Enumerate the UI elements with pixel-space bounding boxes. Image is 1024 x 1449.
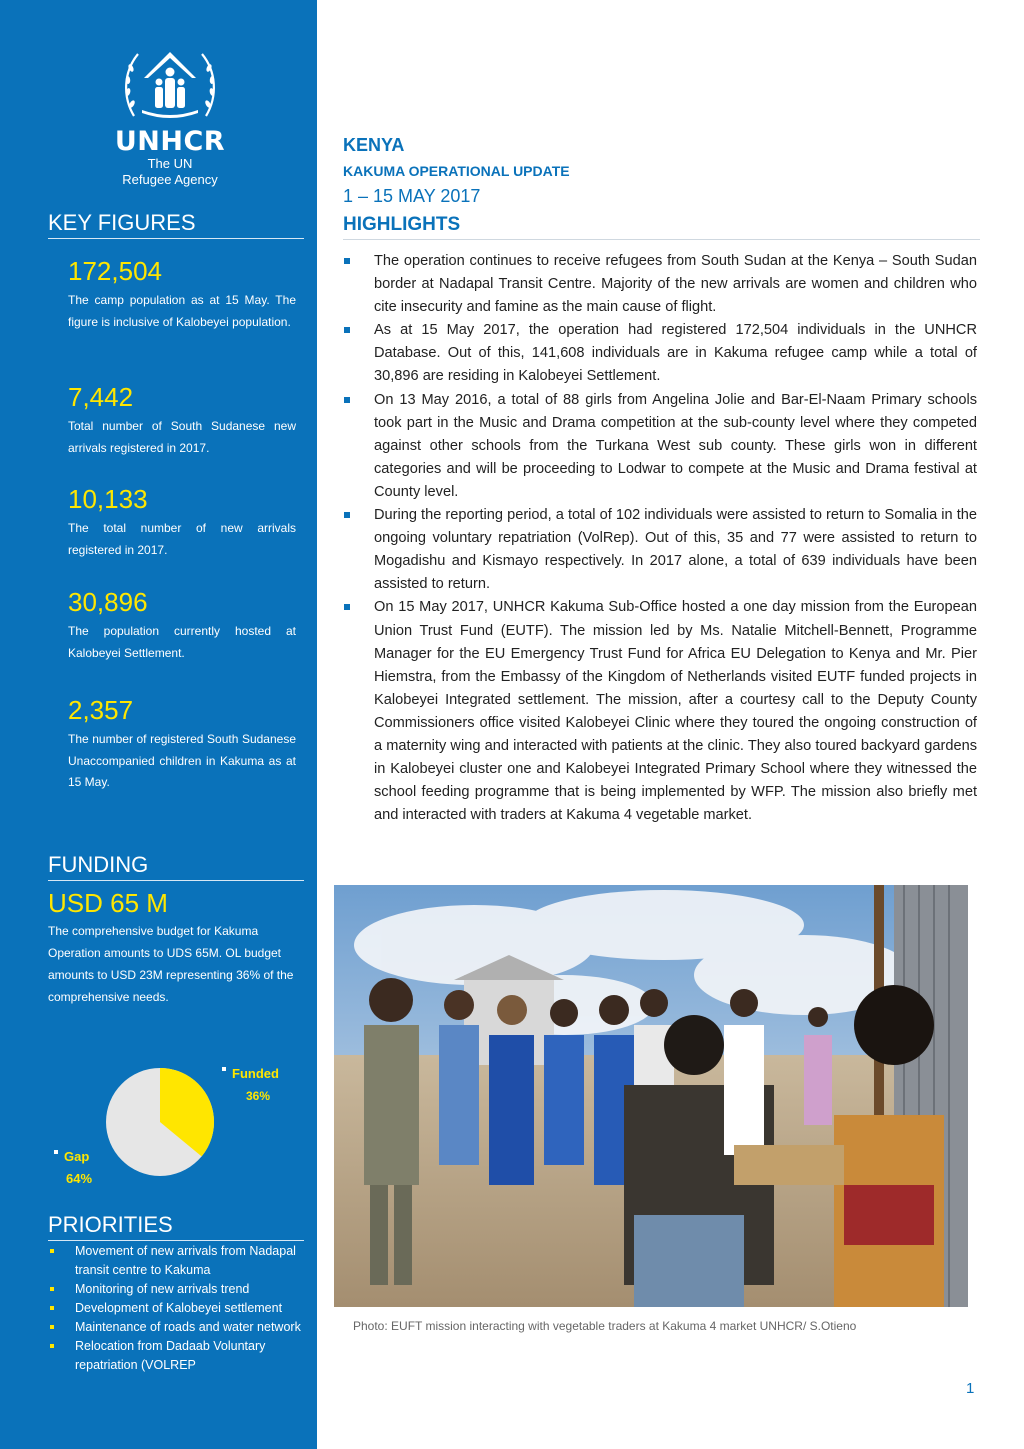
key-figures-heading: KEY FIGURES [48,210,304,239]
legend-funded-pct: 36% [246,1089,271,1103]
priority-item: Maintenance of roads and water network [48,1318,304,1337]
key-figure-kalobeyei-population [68,587,296,664]
highlights-list [343,250,977,827]
legend-gap-label: Gap [64,1149,90,1164]
funding-amount: USD 65 M [48,888,168,918]
logo-brand: UNHCR [114,126,226,157]
legend-funded [222,1063,279,1107]
key-figure-desc: Total number of South Sudanese new arrivals registered in 2017. [68,419,296,455]
legend-marker [222,1067,226,1071]
sidebar [0,0,317,1449]
key-figure-value: 10,133 [68,484,148,514]
key-figure-total-new-arrivals [68,484,296,561]
legend-marker [54,1150,58,1154]
priority-item: Development of Kalobeyei settlement [48,1299,304,1318]
country-title: KENYA [343,135,405,155]
mission-photo [334,885,968,1307]
priorities-list [48,1242,304,1375]
highlight-item: The operation continues to receive refugees from South Sudan at the Kenya – South Sudan border at Nadapal Transit Centre. Majority of the new arrivals are women and children who cite insecurity and famine as the main cause of flight. [343,250,977,319]
key-figure-desc: The population currently hosted at Kalobeyei Settlement. [68,624,296,660]
report-subtitle: KAKUMA OPERATIONAL UPDATE [343,163,570,179]
legend-gap-pct: 64% [66,1171,93,1186]
legend-funded-label: Funded [232,1066,279,1081]
report-date: 1 – 15 MAY 2017 [343,186,481,206]
logo-tagline-line1: The UN [147,156,193,171]
photo-caption: Photo: EUFT mission interacting with vegetable traders at Kakuma 4 market UNHCR/ S.Otieno [353,1319,857,1333]
funding-pie-chart [104,1066,216,1178]
unhcr-emblem-icon [120,46,220,126]
key-figure-desc: The total number of new arrivals registered in 2017. [68,521,296,557]
highlight-item: On 15 May 2017, UNHCR Kakuma Sub-Office hosted a one day mission from the European Union Trust Fund (EUTF). The mission led by Ms. Natalie Mitchell-Bennett, Programme Manager for the EU Emergency Trust Fund for Africa EU Delegation to Kenya and Mr. Pier Hiemstra, from the Embassy of the Kingdom of Netherlands visited EUTF funded projects in Kalobeyei Integrated settlement. The mission, after a courtesy call to the Deputy County Commissioners office visited Kalobeyei Clinic where they toured the ongoing construction of a maternity wing and interacted with patients at the clinic. They also toured backyard gardens in Kalobeyei cluster one and Kalobeyei Integrated Primary School where they witnessed the school feeding programme that is being implemented by WFP. The mission also briefly met and interacted with traders at Kakuma 4 vegetable market. [343,596,977,827]
key-figure-value: 172,504 [68,256,162,286]
key-figure-camp-population [68,256,296,333]
key-figure-unaccompanied-children [68,695,296,794]
funding-description: The comprehensive budget for Kakuma Operation amounts to UDS 65M. OL budget amounts to USD 23M representing 36% of the comprehensive needs. [48,924,294,1004]
unhcr-logo [104,46,236,188]
legend-gap [54,1146,92,1190]
key-figure-value: 2,357 [68,695,134,725]
highlight-item: As at 15 May 2017, the operation had registered 172,504 individuals in the UNHCR Database. Out of this, 141,608 individuals are in Kakuma refugee camp while a total of 30,896 are residing in Kalobeyei Settlement. [343,319,977,388]
logo-tagline-line2: Refugee Agency [122,172,218,187]
page-number: 1 [966,1380,975,1397]
priority-item: Monitoring of new arrivals trend [48,1280,304,1299]
priorities-heading: PRIORITIES [48,1212,304,1241]
priority-item: Movement of new arrivals from Nadapal transit centre to Kakuma [48,1242,304,1280]
key-figure-value: 7,442 [68,382,134,412]
highlight-item: On 13 May 2016, a total of 88 girls from Angelina Jolie and Bar-El-Naam Primary schools took part in the Music and Drama competition at the sub-county level where they competed against other schools from the Turkana West sub county. These girls won in different categories and will be proceeding to Lodwar to compete at the Music and Drama festival at County level. [343,389,977,504]
key-figure-value: 30,896 [68,587,148,617]
highlight-item: During the reporting period, a total of 102 individuals were assisted to return to Somalia in the ongoing voluntary repatriation (VolRep). Out of this, 35 and 77 were assisted to return to Mogadishu and Kismayo respectively. In 2017 alone, a total of 639 individuals have been assisted to return. [343,504,977,596]
key-figure-desc: The number of registered South Sudanese Unaccompanied children in Kakuma as at 15 May. [68,732,296,789]
highlights-heading: HIGHLIGHTS [343,213,980,240]
key-figure-desc: The camp population as at 15 May. The figure is inclusive of Kalobeyei population. [68,293,296,329]
key-figure-south-sudanese-arrivals [68,382,296,459]
priority-item: Relocation from Dadaab Voluntary repatriation (VOLREP [48,1337,304,1375]
funding-heading: FUNDING [48,852,304,881]
